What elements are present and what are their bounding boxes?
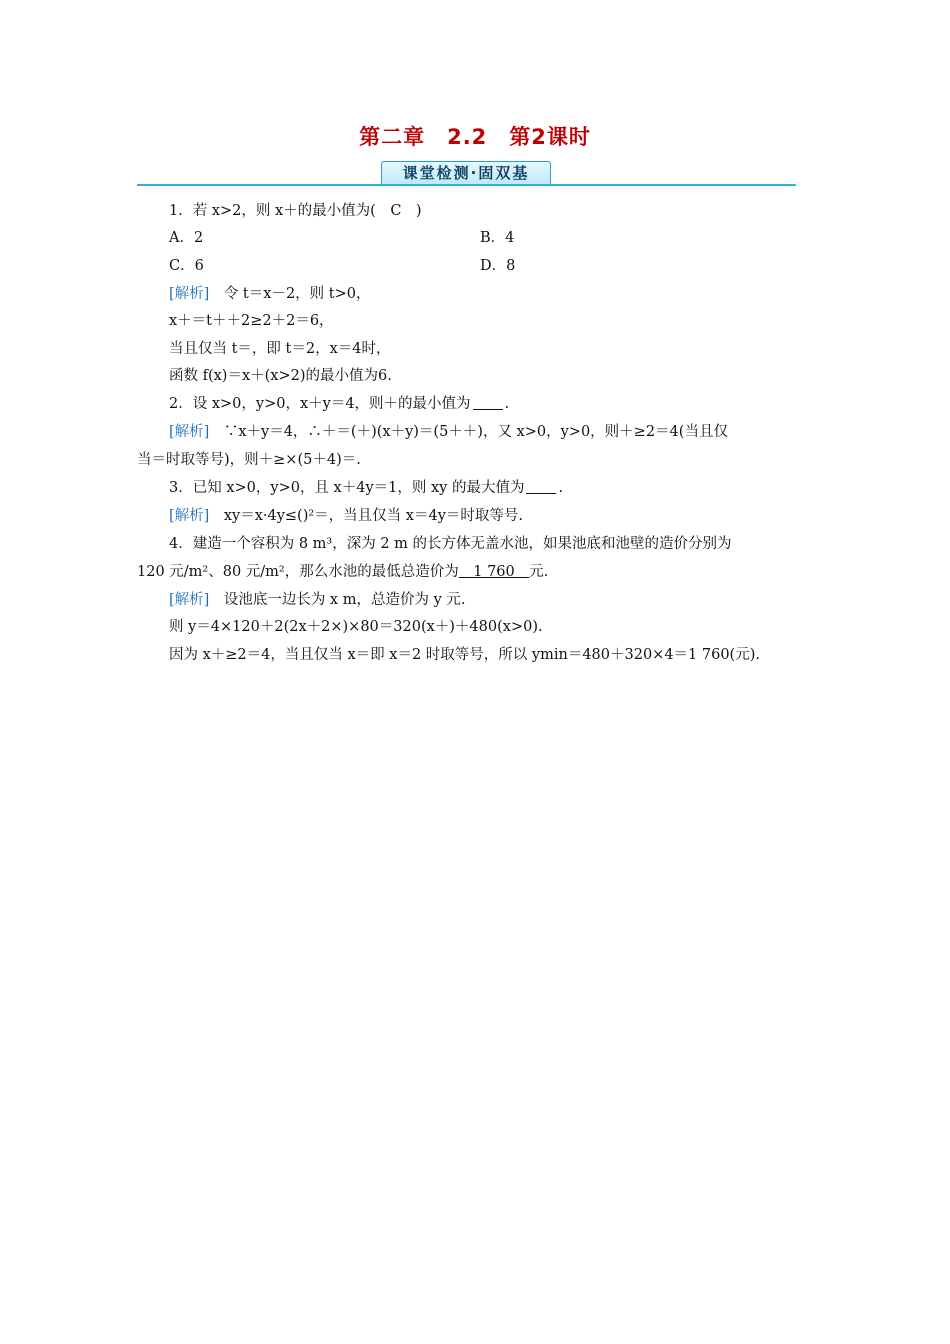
- q1-option-c: C．6: [169, 258, 204, 274]
- q2-solution-line-2: 当＝时取等号)，则＋≥×(5＋4)＝.: [137, 452, 361, 468]
- section-banner: 课堂检测·固双基: [381, 161, 551, 185]
- q1-solution-line-2: x＋＝t＋＋2≥2＋2＝6，: [169, 313, 334, 329]
- q1-solution-line-1: [解析] 令 t＝x－2，则 t>0，: [169, 286, 371, 302]
- q1-solution-line-3: 当且仅当 t＝，即 t＝2，x＝4时，: [169, 341, 391, 357]
- q4-solution-line-1: [解析] 设池底一边长为 x m，总造价为 y 元.: [169, 592, 466, 608]
- answer-blank: [473, 395, 503, 410]
- q4-solution-line-3: 因为 x＋≥2＝4，当且仅当 x＝即 x＝2 时取等号，所以 ymin＝480＋320×4＝1 760(元).: [169, 647, 760, 663]
- analysis-tag: [解析]: [169, 286, 210, 302]
- q1-solution-line-4: 函数 f(x)＝x＋(x>2)的最小值为6.: [169, 368, 392, 384]
- q1-option-b: B．4: [480, 230, 515, 246]
- q2-solution-line-1: [解析] ∵x＋y＝4，∴＋＝(＋)(x＋y)＝(5＋＋)，又 x>0，y>0，则＋≥2＝4(当且仅: [169, 424, 728, 440]
- q3-stem: 3．已知 x>0，y>0，且 x＋4y＝1，则 xy 的最大值为 .: [169, 480, 564, 496]
- analysis-tag: [解析]: [169, 424, 210, 440]
- banner-divider: [137, 184, 796, 186]
- q4-answer: 1 760: [458, 564, 530, 580]
- analysis-tag: [解析]: [169, 592, 210, 608]
- q4-stem-line-1: 4．建造一个容积为 8 m³，深为 2 m 的长方体无盖水池，如果池底和池壁的造价分别为: [169, 536, 732, 552]
- q4-solution-line-2: 则 y＝4×120＋2(2x＋2×)×80＝320(x＋)＋480(x>0).: [169, 619, 543, 635]
- q4-stem-line-2: 120 元/m²、80 元/m²，那么水池的最低总造价为 1 760 元.: [137, 564, 549, 580]
- answer-blank: [526, 479, 556, 494]
- q1-option-d: D．8: [480, 258, 516, 274]
- page-title: 第二章 2.2 第2课时: [359, 125, 591, 149]
- q1-stem: 1．若 x>2，则 x＋的最小值为( C ): [169, 203, 422, 219]
- analysis-tag: [解析]: [169, 508, 210, 524]
- q2-stem: 2．设 x>0，y>0，x＋y＝4，则＋的最小值为 .: [169, 396, 510, 412]
- q3-solution-line-1: [解析] xy＝x·4y≤()²＝，当且仅当 x＝4y＝时取等号.: [169, 508, 523, 524]
- q1-option-a: A．2: [169, 230, 204, 246]
